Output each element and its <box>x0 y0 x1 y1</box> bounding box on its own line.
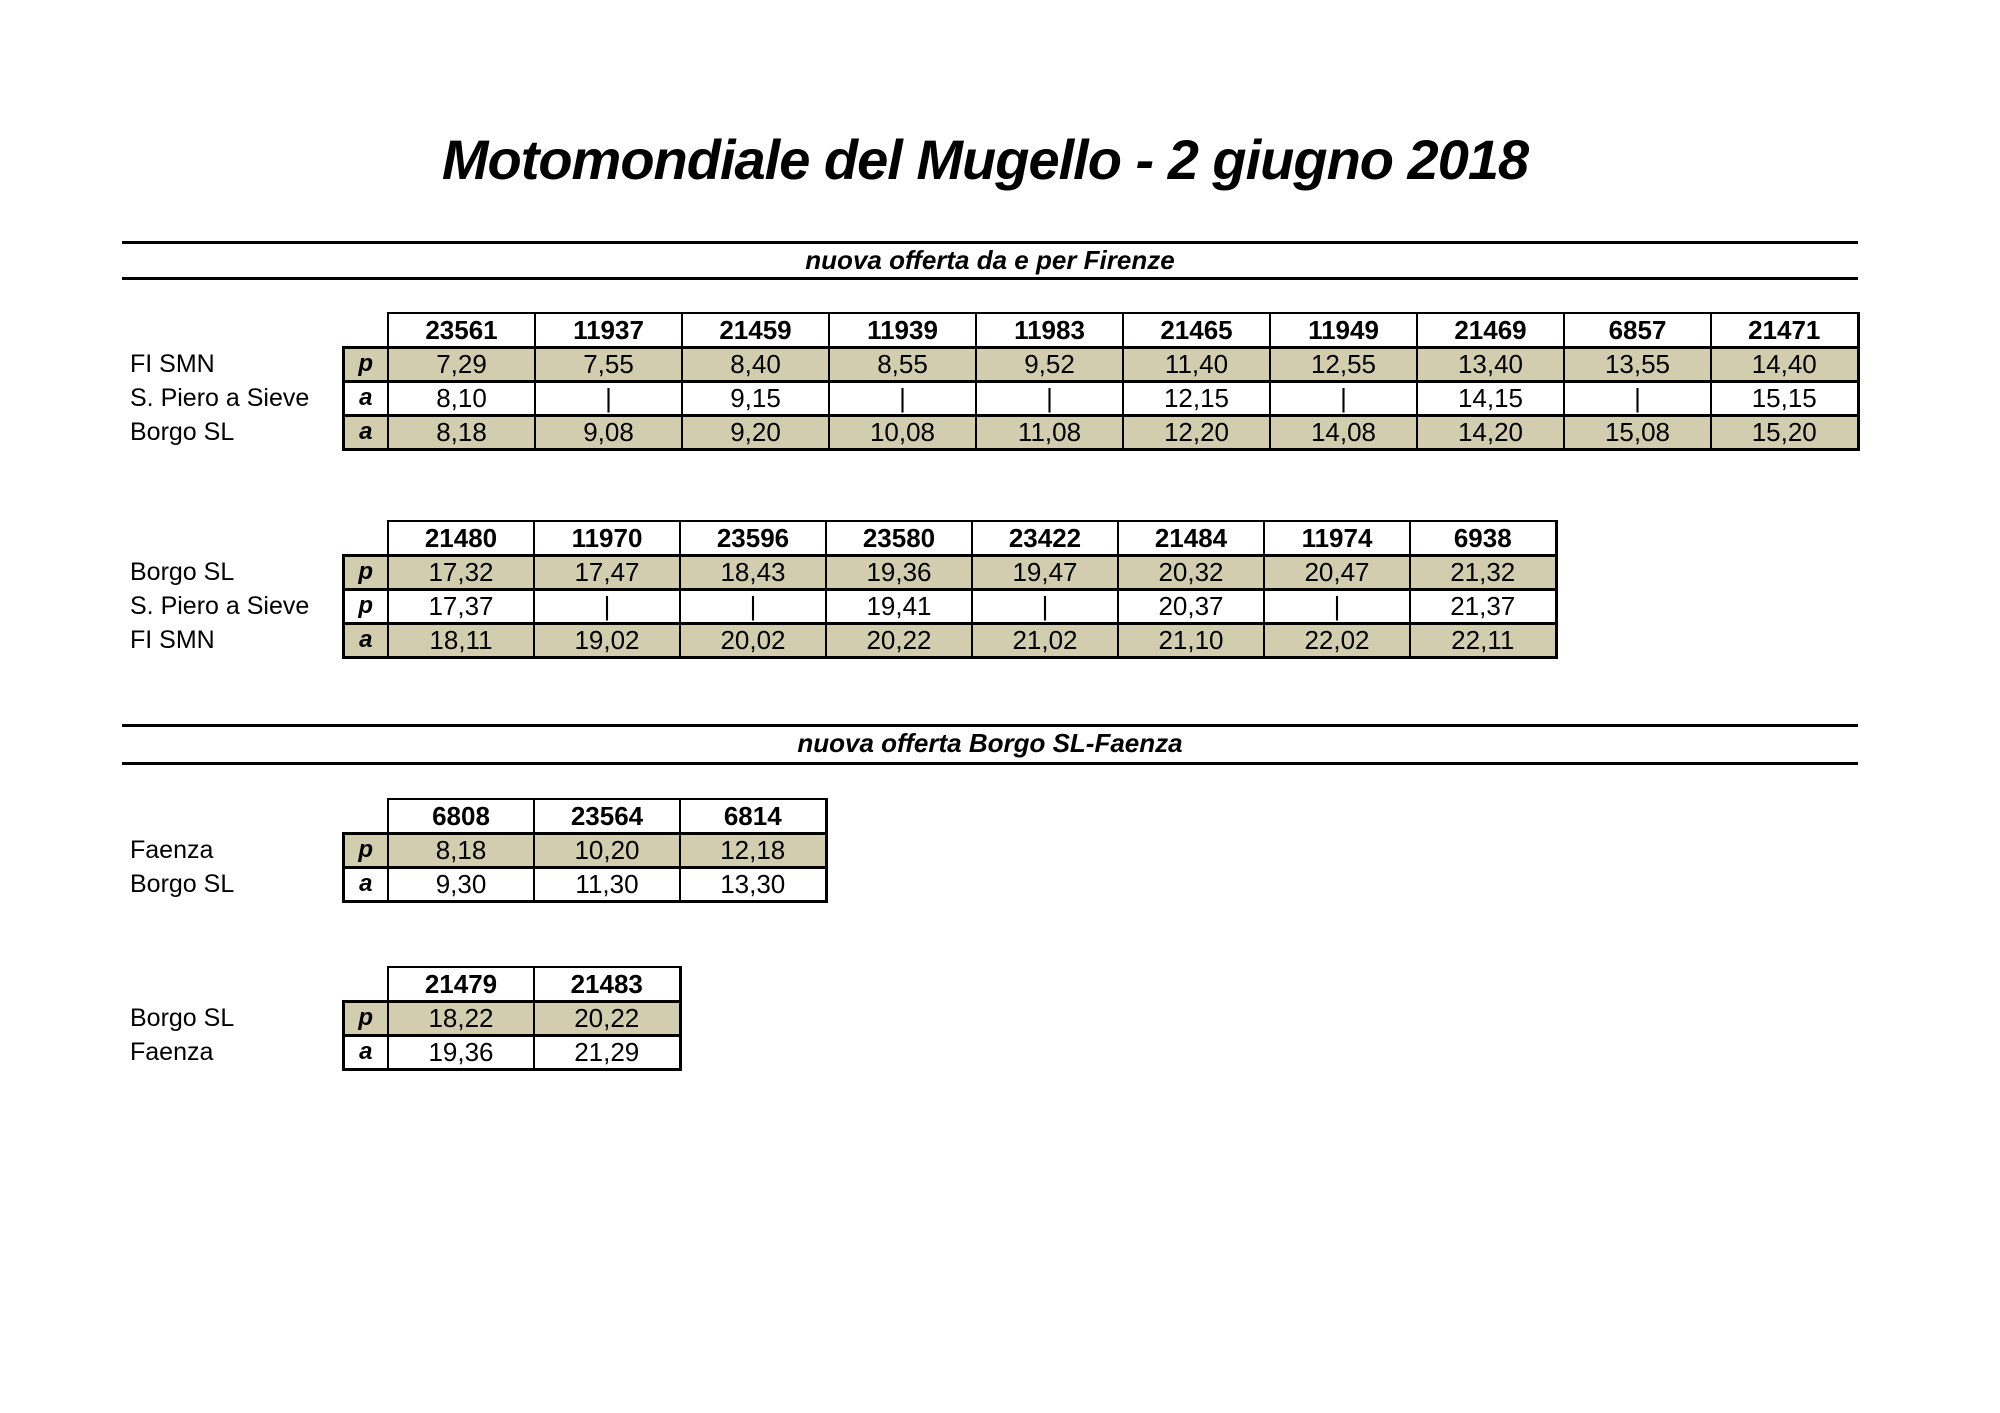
time-cell: 14,15 <box>1417 381 1564 415</box>
stop-type-cell: p <box>343 833 388 867</box>
time-cell: 21,32 <box>1410 555 1556 589</box>
time-cell: 10,08 <box>829 415 976 449</box>
time-cell: 15,15 <box>1711 381 1858 415</box>
time-cell: 18,11 <box>388 623 534 657</box>
train-number-header: 11937 <box>535 313 682 347</box>
station-label: Borgo SL <box>130 555 343 589</box>
time-cell: 9,30 <box>388 867 534 901</box>
stop-type-cell: p <box>343 347 388 381</box>
corner-spacer <box>343 799 388 833</box>
train-number-header: 23561 <box>388 313 535 347</box>
train-number-header: 11970 <box>534 521 680 555</box>
corner-spacer <box>343 967 388 1001</box>
train-number-header: 6938 <box>1410 521 1556 555</box>
time-cell: 14,08 <box>1270 415 1417 449</box>
time-cell: 20,22 <box>534 1001 680 1035</box>
train-number-header: 23564 <box>534 799 680 833</box>
time-cell: 17,32 <box>388 555 534 589</box>
time-cell: 11,08 <box>976 415 1123 449</box>
time-cell: 19,36 <box>388 1035 534 1069</box>
time-cell: 10,20 <box>534 833 680 867</box>
through-stop-cell: | <box>976 381 1123 415</box>
stop-type-cell: p <box>343 1001 388 1035</box>
timetable-row <box>130 589 1556 623</box>
timetable-row <box>130 381 1858 415</box>
train-number-header: 23596 <box>680 521 826 555</box>
time-cell: 17,47 <box>534 555 680 589</box>
time-cell: 9,52 <box>976 347 1123 381</box>
time-cell: 19,02 <box>534 623 680 657</box>
time-cell: 13,40 <box>1417 347 1564 381</box>
stop-type-cell: a <box>343 623 388 657</box>
time-cell: 20,22 <box>826 623 972 657</box>
train-number-header-row <box>130 521 1556 555</box>
time-cell: 18,22 <box>388 1001 534 1035</box>
train-number-header: 6808 <box>388 799 534 833</box>
train-number-header: 23422 <box>972 521 1118 555</box>
station-label: FI SMN <box>130 347 343 381</box>
time-cell: 8,10 <box>388 381 535 415</box>
time-cell: 20,37 <box>1118 589 1264 623</box>
time-cell: 20,32 <box>1118 555 1264 589</box>
stop-type-cell: a <box>343 415 388 449</box>
corner-spacer <box>130 967 343 1001</box>
time-cell: 13,55 <box>1564 347 1711 381</box>
table-borgo-to-firenze-evening <box>130 520 1558 659</box>
stop-type-cell: p <box>343 555 388 589</box>
time-cell: 18,43 <box>680 555 826 589</box>
section-heading-faenza: nuova offerta Borgo SL-Faenza <box>797 728 1183 758</box>
section-heading-firenze: nuova offerta da e per Firenze <box>805 245 1175 275</box>
train-number-header-row <box>130 313 1858 347</box>
timetable-row <box>130 623 1556 657</box>
station-label: S. Piero a Sieve <box>130 589 343 623</box>
time-cell: 15,08 <box>1564 415 1711 449</box>
train-number-header: 11974 <box>1264 521 1410 555</box>
time-cell: 8,18 <box>388 415 535 449</box>
train-number-header: 21483 <box>534 967 680 1001</box>
through-stop-cell: | <box>829 381 976 415</box>
table-borgo-to-faenza <box>130 966 682 1071</box>
time-cell: 9,20 <box>682 415 829 449</box>
time-cell: 21,29 <box>534 1035 680 1069</box>
stop-type-cell: a <box>343 381 388 415</box>
timetable-row <box>130 867 826 901</box>
section-rule-bottom-firenze <box>122 277 1858 280</box>
through-stop-cell: | <box>972 589 1118 623</box>
station-label: Borgo SL <box>130 867 343 901</box>
train-number-header: 21459 <box>682 313 829 347</box>
timetable-row <box>130 555 1556 589</box>
time-cell: 7,55 <box>535 347 682 381</box>
timetable-row <box>130 415 1858 449</box>
table-firenze-to-borgo-morning <box>130 312 1860 451</box>
time-cell: 21,02 <box>972 623 1118 657</box>
train-number-header: 11949 <box>1270 313 1417 347</box>
time-cell: 12,20 <box>1123 415 1270 449</box>
timetable-row <box>130 347 1858 381</box>
train-number-header: 21480 <box>388 521 534 555</box>
stop-type-cell: p <box>343 589 388 623</box>
time-cell: 15,20 <box>1711 415 1858 449</box>
corner-spacer <box>130 521 343 555</box>
time-cell: 7,29 <box>388 347 535 381</box>
through-stop-cell: | <box>1270 381 1417 415</box>
time-cell: 12,55 <box>1270 347 1417 381</box>
time-cell: 20,47 <box>1264 555 1410 589</box>
train-number-header-row <box>130 799 826 833</box>
stop-type-cell: a <box>343 1035 388 1069</box>
time-cell: 12,18 <box>680 833 826 867</box>
time-cell: 8,55 <box>829 347 976 381</box>
time-cell: 11,30 <box>534 867 680 901</box>
train-number-header: 21465 <box>1123 313 1270 347</box>
train-number-header: 21471 <box>1711 313 1858 347</box>
time-cell: 22,02 <box>1264 623 1410 657</box>
time-cell: 19,47 <box>972 555 1118 589</box>
time-cell: 13,30 <box>680 867 826 901</box>
train-number-header: 11983 <box>976 313 1123 347</box>
train-number-header: 23580 <box>826 521 972 555</box>
time-cell: 22,11 <box>1410 623 1556 657</box>
station-label: Faenza <box>130 833 343 867</box>
table-faenza-to-borgo <box>130 798 828 903</box>
time-cell: 9,15 <box>682 381 829 415</box>
through-stop-cell: | <box>535 381 682 415</box>
time-cell: 19,36 <box>826 555 972 589</box>
section-rule-bottom-faenza <box>122 762 1858 765</box>
corner-spacer <box>343 521 388 555</box>
timetable-row <box>130 833 826 867</box>
through-stop-cell: | <box>680 589 826 623</box>
station-label: S. Piero a Sieve <box>130 381 343 415</box>
time-cell: 19,41 <box>826 589 972 623</box>
time-cell: 20,02 <box>680 623 826 657</box>
stop-type-cell: a <box>343 867 388 901</box>
train-number-header: 6814 <box>680 799 826 833</box>
time-cell: 12,15 <box>1123 381 1270 415</box>
time-cell: 17,37 <box>388 589 534 623</box>
train-number-header: 21484 <box>1118 521 1264 555</box>
time-cell: 14,40 <box>1711 347 1858 381</box>
through-stop-cell: | <box>1264 589 1410 623</box>
train-number-header: 21479 <box>388 967 534 1001</box>
train-number-header-row <box>130 967 680 1001</box>
timetable-row <box>130 1001 680 1035</box>
train-number-header: 21469 <box>1417 313 1564 347</box>
time-cell: 8,40 <box>682 347 829 381</box>
time-cell: 21,10 <box>1118 623 1264 657</box>
station-label: Borgo SL <box>130 415 343 449</box>
timetable-row <box>130 1035 680 1069</box>
through-stop-cell: | <box>534 589 680 623</box>
station-label: Borgo SL <box>130 1001 343 1035</box>
time-cell: 14,20 <box>1417 415 1564 449</box>
corner-spacer <box>343 313 388 347</box>
through-stop-cell: | <box>1564 381 1711 415</box>
time-cell: 9,08 <box>535 415 682 449</box>
train-number-header: 11939 <box>829 313 976 347</box>
page-title: Motomondiale del Mugello - 2 giugno 2018 <box>441 128 1529 191</box>
train-number-header: 6857 <box>1564 313 1711 347</box>
corner-spacer <box>130 799 343 833</box>
corner-spacer <box>130 313 343 347</box>
time-cell: 8,18 <box>388 833 534 867</box>
time-cell: 11,40 <box>1123 347 1270 381</box>
station-label: Faenza <box>130 1035 343 1069</box>
station-label: FI SMN <box>130 623 343 657</box>
time-cell: 21,37 <box>1410 589 1556 623</box>
